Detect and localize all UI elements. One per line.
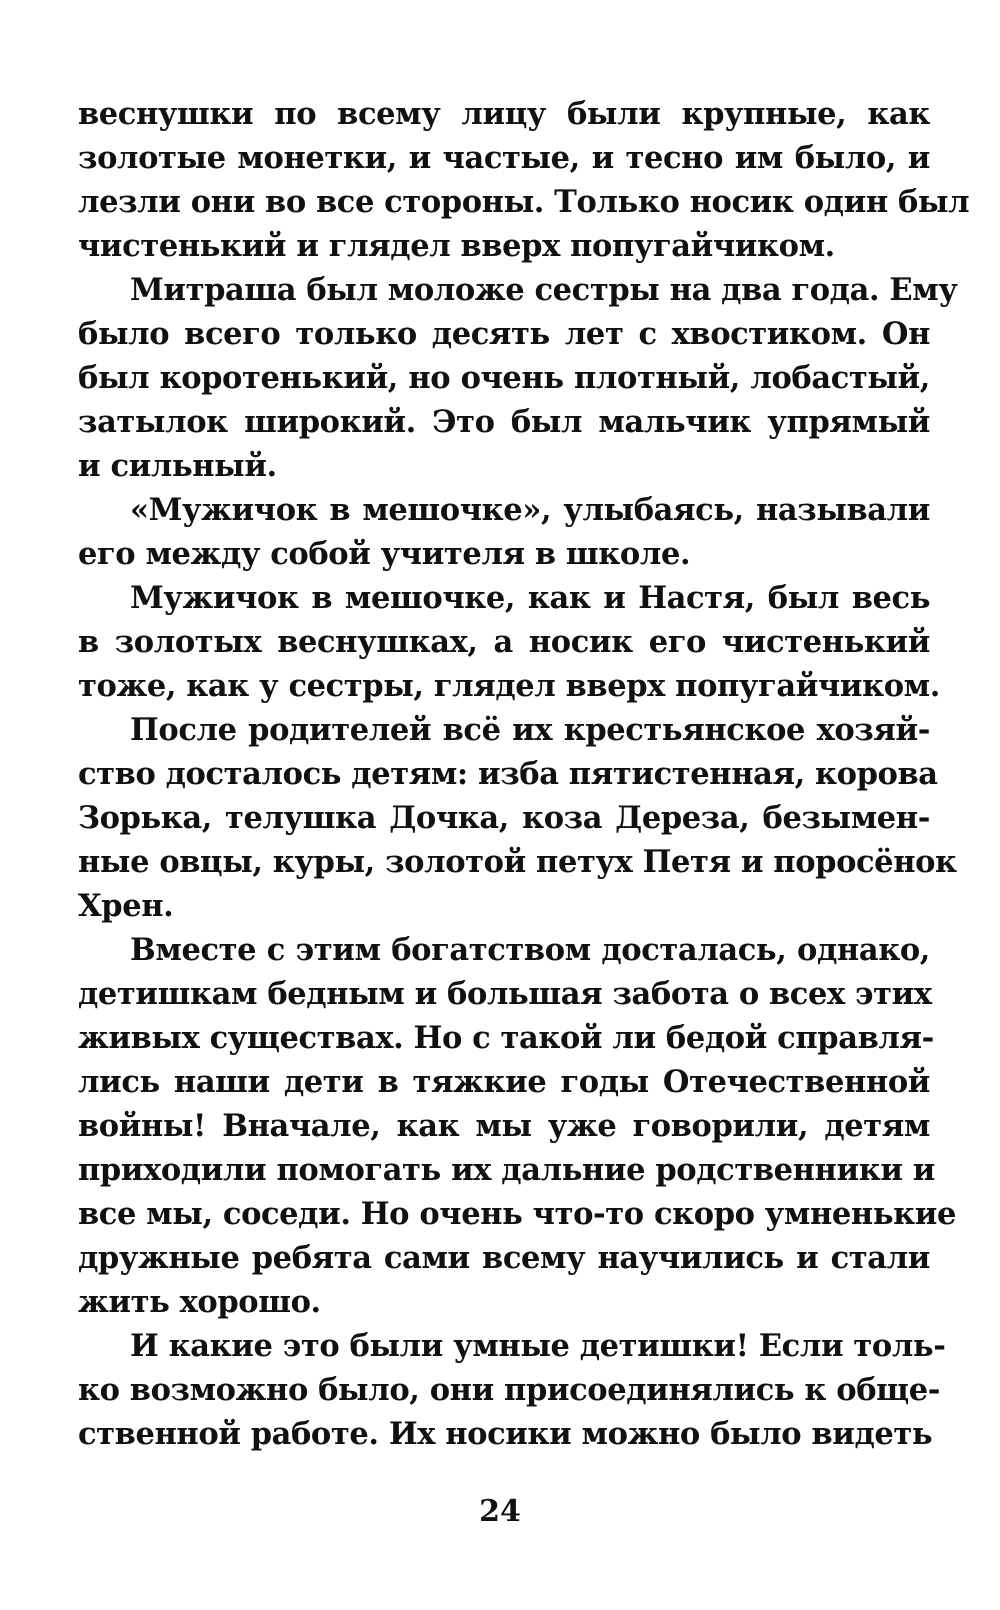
text-line: Зорька, телушка Дочка, коза Дереза, безымен- [78,800,930,836]
text-line: жить хорошо. [78,1284,321,1320]
text-line: веснушки по всему лицу были крупные, как [78,96,930,132]
text-line: золотые монетки, и частые, и тесно им было, и [78,140,930,176]
text-line: дружные ребята сами всему научились и стали [78,1240,930,1276]
text-line: Вместе с этим богатством досталась, однако, [130,932,930,968]
text-line: лись наши дети в тяжкие годы Отечественной [78,1064,930,1100]
text-line: детишкам бедным и большая забота о всех этих [78,976,932,1012]
text-line: ные овцы, куры, золотой петух Петя и поросёнок [78,844,957,880]
text-line: все мы, соседи. Но очень что-то скоро умненькие [78,1196,957,1232]
text-line: ственной работе. Их носики можно было видеть [78,1416,933,1452]
text-line: в золотых веснушках, а носик его чистенький [78,624,930,660]
text-line: был коротенький, но очень плотный, лобастый, [78,360,930,396]
text-line: войны! Вначале, как мы уже говорили, детям [78,1108,930,1144]
text-line: было всего только десять лет с хвостиком. Он [78,316,930,352]
text-line: живых существах. Но с такой ли бедой справля- [78,1020,934,1056]
text-line: тоже, как у сестры, глядел вверх попугайчиком. [78,668,940,704]
text-line: лезли они во все стороны. Только носик один был [78,184,970,220]
text-line: Митраша был моложе сестры на два года. Ему [130,272,958,308]
text-line: затылок широкий. Это был мальчик упрямый [78,404,930,440]
text-line: После родителей всё их крестьянское хозяй- [130,712,930,748]
text-line: его между собой учителя в школе. [78,536,691,572]
text-line: приходили помогать их дальние родственники и [78,1152,935,1188]
text-line: ство досталось детям: изба пятистенная, корова [78,756,938,792]
text-line: «Мужичок в мешочке», улыбаясь, называли [130,492,930,528]
text-line: и сильный. [78,448,277,484]
body-text [78,92,970,1456]
page-number: 24 [479,1494,521,1529]
text-line: ко возможно было, они присоединялись к обще- [78,1372,941,1408]
text-line: И какие это были умные детишки! Если толь- [130,1328,946,1364]
text-line: Мужичок в мешочке, как и Настя, был весь [130,580,930,616]
text-line: чистенький и глядел вверх попугайчиком. [78,228,835,264]
text-line: Хрен. [78,888,174,924]
